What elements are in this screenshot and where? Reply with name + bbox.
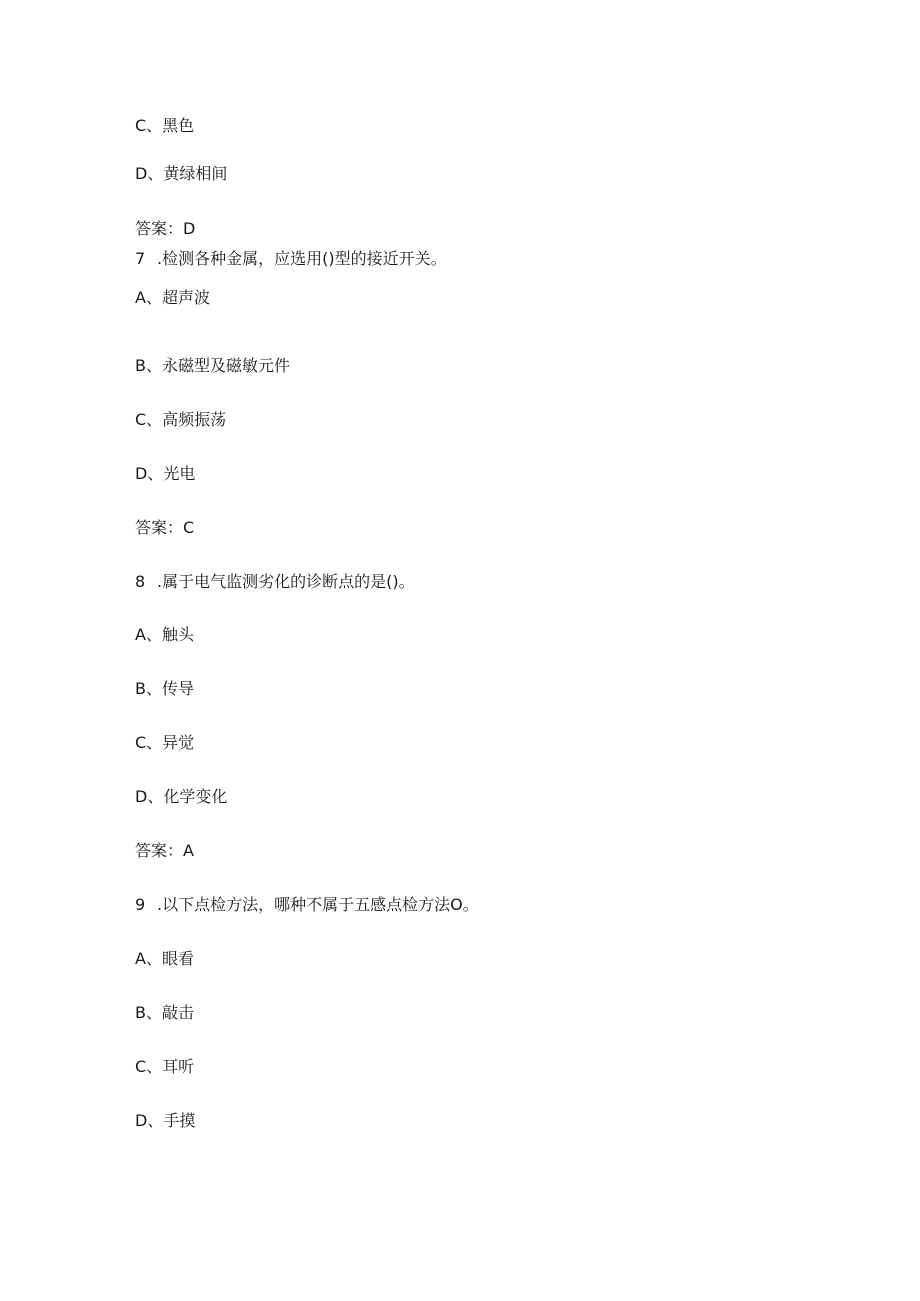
q8-option-a: A、触头 [135,625,194,644]
question-8 [135,572,415,592]
q9-option-d: D、手摸 [135,1111,196,1130]
question-8-number: 8 [135,572,146,591]
q7-option-d: D、光电 [135,464,196,483]
q8-option-b: B、传导 [135,679,194,698]
question-9-number: 9 [135,895,146,914]
q7-option-c: C、高频振荡 [135,410,227,429]
q7-option-b: B、永磁型及磁敏元件 [135,356,290,375]
q7-option-a: A、超声波 [135,288,210,307]
option-c-black: C、黑色 [135,116,195,135]
question-7-text: .检测各种金属，应选用()型的接近开关。 [157,249,447,268]
question-8-text: .属于电气监测劣化的诊断点的是()。 [157,572,415,591]
q8-option-d: D、化学变化 [135,787,228,806]
question-7 [135,249,447,269]
question-9-text: .以下点检方法，哪种不属于五感点检方法O。 [157,895,479,914]
option-d-yellow-green: D、黄绿相间 [135,164,228,183]
question-7-number: 7 [135,249,146,268]
answer-q7: 答案：C [135,518,195,537]
q9-option-a: A、眼看 [135,949,194,968]
answer-q8: 答案：A [135,841,194,860]
q8-option-c: C、异觉 [135,733,195,752]
question-9 [135,895,479,915]
q9-option-c: C、耳听 [135,1057,195,1076]
answer-q6: 答案：D [135,219,196,238]
q9-option-b: B、敲击 [135,1003,194,1022]
